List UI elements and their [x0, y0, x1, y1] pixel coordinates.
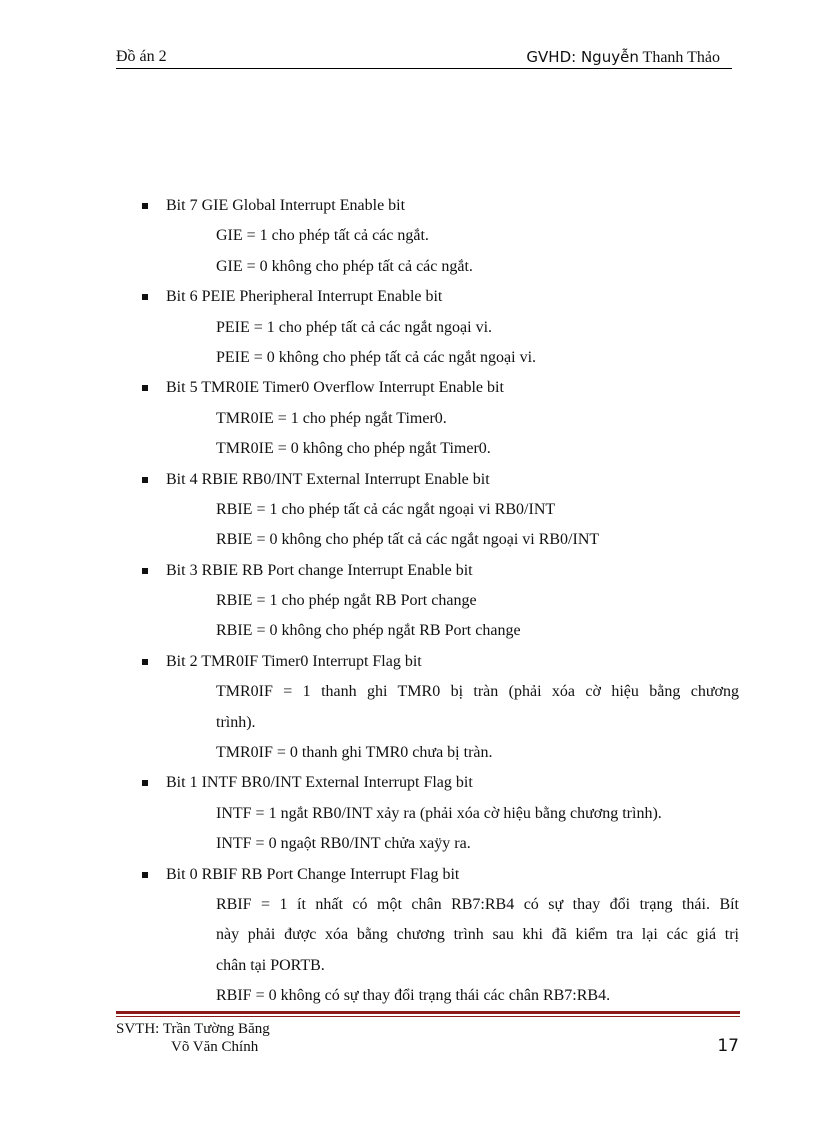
item-detail: chân tại PORTB. — [216, 956, 325, 974]
item-detail: trình). — [216, 713, 256, 731]
item-detail: RBIE = 1 cho phép tất cả các ngắt ngoại vi RB0/INT — [216, 500, 556, 518]
footer-student-1: SVTH: Trần Tường Băng — [116, 1021, 270, 1037]
bullet-square-icon — [142, 385, 148, 391]
item-detail: TMR0IF = 1 thanh ghi TMR0 bị tràn (phải xóa cờ hiệu bằng chương — [216, 683, 739, 701]
item-detail: GIE = 0 không cho phép tất cả các ngắt. — [216, 257, 473, 275]
bullet-square-icon — [142, 203, 148, 209]
document-body — [142, 193, 739, 1014]
item-detail: RBIF = 1 ít nhất có một chân RB7:RB4 có sự thay đổi trạng thái. Bít — [216, 895, 739, 913]
bullet-square-icon — [142, 568, 148, 574]
bullet-square-icon — [142, 872, 148, 878]
item-detail: GIE = 1 cho phép tất cả các ngắt. — [216, 227, 429, 245]
item-title: Bit 4 RBIE RB0/INT External Interrupt Enable bit — [166, 470, 490, 488]
bullet-square-icon — [142, 659, 148, 665]
list-item — [142, 649, 739, 679]
list-item — [142, 467, 739, 497]
item-title: Bit 7 GIE Global Interrupt Enable bit — [166, 197, 406, 214]
item-title: Bit 1 INTF BR0/INT External Interrupt Flag bit — [166, 774, 473, 792]
page-header — [116, 46, 732, 69]
item-detail: INTF = 0 ngaột RB0/INT chửa xaÿy ra. — [216, 835, 471, 853]
item-title: Bit 2 TMR0IF Timer0 Interrupt Flag bit — [166, 652, 422, 670]
item-detail: RBIE = 0 không cho phép tất cả các ngắt ngoại vi RB0/INT — [216, 531, 600, 549]
list-item — [142, 862, 739, 892]
item-detail: RBIF = 0 không có sự thay đổi trạng thái các chân RB7:RB4. — [216, 987, 611, 1005]
list-item — [142, 375, 739, 405]
bullet-square-icon — [142, 780, 148, 786]
item-title: Bit 0 RBIF RB Port Change Interrupt Flag bit — [166, 865, 460, 883]
list-item — [142, 770, 739, 800]
list-item — [142, 558, 739, 588]
item-detail: INTF = 1 ngắt RB0/INT xảy ra (phải xóa cờ hiệu bằng chương trình). — [216, 804, 662, 822]
item-detail: TMR0IE = 1 cho phép ngắt Timer0. — [216, 409, 447, 427]
footer-student-2: Võ Văn Chính — [171, 1039, 259, 1055]
list-item — [142, 284, 739, 314]
footer-divider-thin — [116, 1016, 740, 1017]
footer-divider-thick — [116, 1011, 740, 1014]
item-title: Bit 3 RBIE RB Port change Interrupt Enable bit — [166, 561, 473, 579]
page-number: 17 — [717, 1036, 739, 1056]
item-detail: này phải được xóa bằng chương trình sau khi đã kiểm tra lại các giá trị — [216, 926, 739, 944]
item-detail: TMR0IF = 0 thanh ghi TMR0 chưa bị tràn. — [216, 744, 493, 762]
header-advisor-suffix: Thanh Thảo — [638, 49, 720, 66]
item-detail: RBIE = 0 không cho phép ngắt RB Port change — [216, 622, 521, 640]
header-advisor — [526, 48, 720, 67]
bullet-square-icon — [142, 477, 148, 483]
item-detail: PEIE = 1 cho phép tất cả các ngắt ngoại vi. — [216, 318, 493, 336]
header-advisor-prefix: GVHD: Nguyễn — [526, 48, 639, 66]
list-item — [142, 193, 739, 223]
page-footer-students — [116, 1020, 270, 1056]
item-title: Bit 6 PEIE Pheripheral Interrupt Enable bit — [166, 288, 443, 306]
bullet-square-icon — [142, 294, 148, 300]
item-detail: RBIE = 1 cho phép ngắt RB Port change — [216, 592, 477, 610]
item-title: Bit 5 TMR0IE Timer0 Overflow Interrupt Enable bit — [166, 379, 504, 397]
header-course: Đồ án 2 — [116, 48, 167, 65]
item-detail: TMR0IE = 0 không cho phép ngắt Timer0. — [216, 440, 491, 458]
item-detail: PEIE = 0 không cho phép tất cả các ngắt ngoại vi. — [216, 348, 537, 366]
